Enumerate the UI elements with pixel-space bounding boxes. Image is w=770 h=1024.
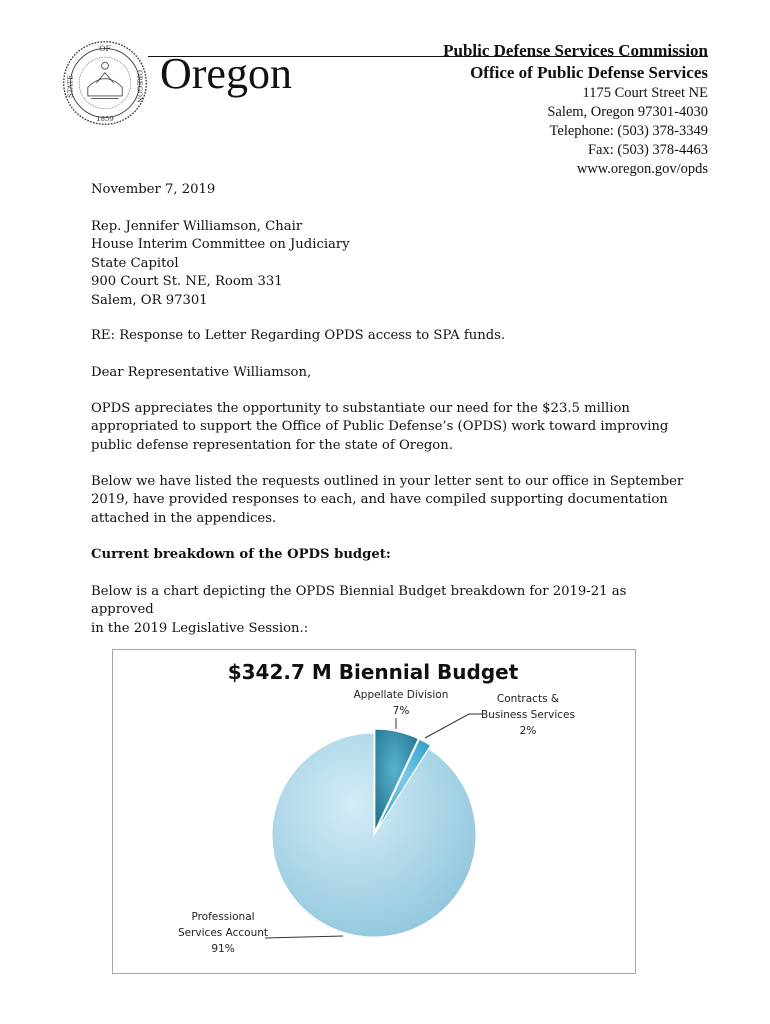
telephone: Telephone: (503) 378-3349 — [549, 123, 708, 139]
state-name: Oregon — [160, 49, 292, 98]
recipient-line: Rep. Jennifer Williamson, Chair — [91, 219, 303, 234]
data-label-contracts-line-1: Contracts & — [496, 693, 560, 705]
commission-name: Public Defense Services Commission — [443, 41, 708, 60]
data-label-contracts-line-2: Business Services — [481, 709, 575, 721]
data-value-contracts: 2% — [519, 725, 537, 737]
paragraph-line: OPDS appreciates the opportunity to substantiate our need for the $23.5 million — [91, 401, 630, 416]
section-heading: Current breakdown of the OPDS budget: — [91, 547, 391, 562]
recipient-block — [91, 218, 691, 310]
paragraph-1 — [91, 400, 691, 455]
salutation: Dear Representative Williamson, — [91, 365, 312, 380]
data-label-professional-line-2: Services Account — [177, 927, 269, 939]
data-value-appellate-division: 7% — [392, 705, 410, 717]
oregon-state-seal — [62, 40, 148, 126]
paragraph-line: Below is a chart depicting the OPDS Biennial Budget breakdown for 2019-21 as approved — [91, 584, 627, 618]
paragraph-2 — [91, 473, 691, 528]
office-name: Office of Public Defense Services — [470, 63, 708, 82]
data-label-professional-line-1: Professional — [191, 911, 255, 923]
paragraph-line: appropriated to support the Office of Public Defense’s (OPDS) work toward improving — [91, 419, 669, 435]
leader-line-professional — [265, 936, 343, 938]
street-address: 1175 Court Street NE — [582, 85, 708, 101]
data-value-professional: 91% — [211, 943, 235, 955]
fax: Fax: (503) 378-4463 — [587, 142, 708, 158]
agency-contact-block — [443, 40, 708, 179]
city-address: Salem, Oregon 97301-4030 — [547, 104, 708, 120]
svg-text:1859: 1859 — [96, 114, 114, 123]
paragraph-3 — [91, 583, 691, 638]
pie-slice-professional-services-account — [272, 733, 476, 937]
pie-chart-canvas — [113, 650, 635, 973]
data-label-appellate-division: Appellate Division — [353, 689, 449, 701]
letter-date: November 7, 2019 — [91, 182, 216, 197]
paragraph-line: in the 2019 Legislative Session.: — [91, 620, 309, 636]
recipient-line: Salem, OR 97301 — [91, 292, 208, 308]
paragraph-line: attached in the appendices. — [91, 510, 277, 526]
leader-line-contracts — [425, 714, 483, 738]
recipient-line: State Capitol — [91, 255, 179, 271]
recipient-line: 900 Court St. NE, Room 331 — [91, 274, 283, 290]
paragraph-line: Below we have listed the requests outlined in your letter sent to our office in September — [91, 474, 684, 489]
chart-title: $342.7 M Biennial Budget — [227, 660, 519, 684]
website: www.oregon.gov/opds — [576, 161, 708, 177]
paragraph-line: public defense representation for the state of Oregon. — [91, 437, 453, 453]
svg-text:STATE: STATE — [66, 74, 75, 99]
budget-pie-chart — [112, 649, 636, 974]
svg-text:OF: OF — [99, 44, 111, 54]
svg-text:OREGON: OREGON — [135, 69, 144, 103]
re-line: RE: Response to Letter Regarding OPDS access to SPA funds. — [91, 328, 506, 343]
paragraph-line: 2019, have provided responses to each, and have compiled supporting documentation — [91, 492, 668, 508]
recipient-line: House Interim Committee on Judiciary — [91, 237, 350, 253]
